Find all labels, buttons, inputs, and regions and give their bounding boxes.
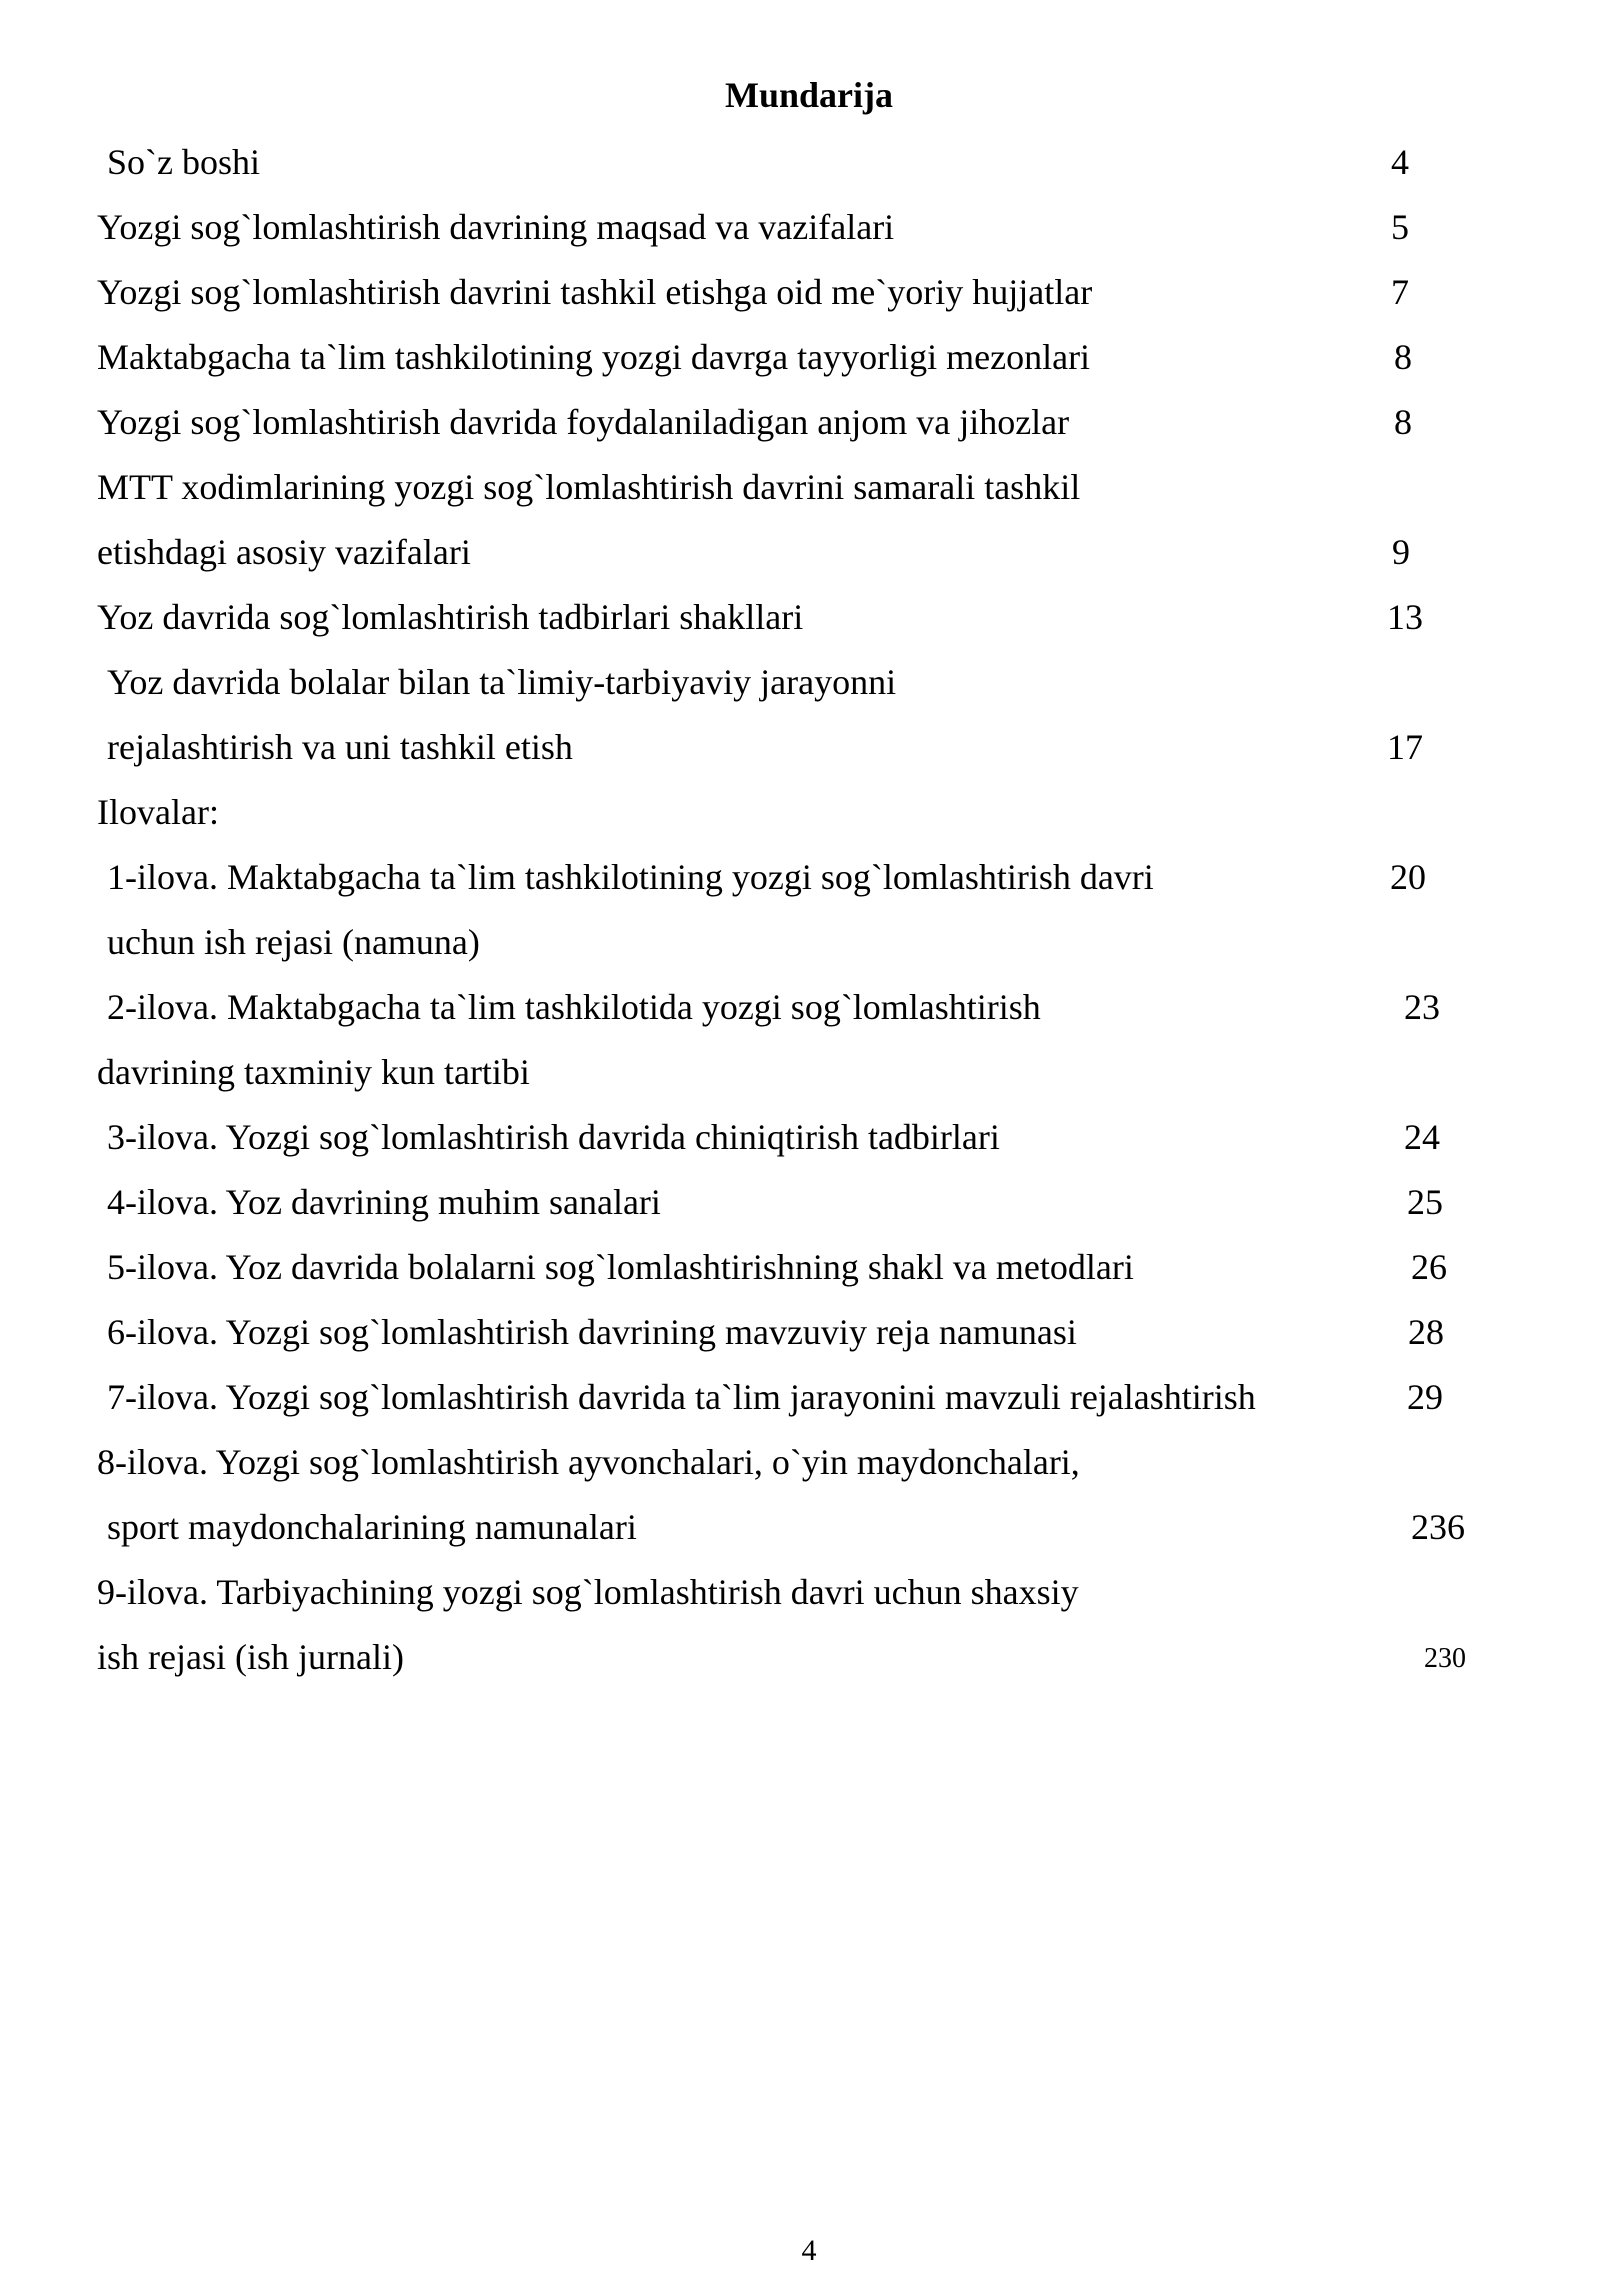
toc-section-label: Ilovalar: [97, 792, 219, 832]
toc-entry-page: 13 [1387, 597, 1423, 637]
toc-entry-text: 1-ilova. Maktabgacha ta`lim tashkilotining yozgi sog`lomlashtirish davri [107, 857, 1154, 897]
toc-entry-text: 5-ilova. Yoz davrida bolalarni sog`lomlashtirishning shakl va metodlari [107, 1247, 1134, 1287]
toc-entry-text: davrining taxminiy kun tartibi [97, 1052, 530, 1092]
toc-entry-page: 20 [1390, 857, 1426, 897]
toc-entry-page: 23 [1404, 987, 1440, 1027]
page-number: 4 [801, 2234, 817, 2267]
toc-entry-page: 8 [1394, 337, 1412, 377]
toc-entry-text: ish rejasi (ish jurnali) [97, 1637, 404, 1677]
toc-entry-text: Yoz davrida sog`lomlashtirish tadbirlari shakllari [97, 597, 804, 637]
toc-entry-text: 8-ilova. Yozgi sog`lomlashtirish ayvonchalari, o`yin maydonchalari, [97, 1442, 1080, 1482]
toc-entry-text: So`z boshi [107, 142, 260, 182]
toc-entry-text: sport maydonchalarining namunalari [107, 1507, 637, 1547]
toc-title: Mundarija [724, 75, 893, 115]
toc-entry-text: 2-ilova. Maktabgacha ta`lim tashkilotida yozgi sog`lomlashtirish [107, 987, 1041, 1027]
toc-entry-page: 4 [1391, 142, 1409, 182]
toc-entry-page: 8 [1394, 402, 1412, 442]
toc-entry-text: Yoz davrida bolalar bilan ta`limiy-tarbiyaviy jarayonni [107, 662, 897, 702]
toc-entry-text: 4-ilova. Yoz davrining muhim sanalari [107, 1182, 661, 1222]
toc-entry-text: 9-ilova. Tarbiyachining yozgi sog`lomlashtirish davri uchun shaxsiy [97, 1572, 1079, 1612]
toc-entry-text: rejalashtirish va uni tashkil etish [107, 727, 573, 767]
toc-entry-text: etishdagi asosiy vazifalari [97, 532, 471, 572]
toc-entry-text: 3-ilova. Yozgi sog`lomlashtirish davrida chiniqtirish tadbirlari [107, 1117, 1000, 1157]
toc-entry-page: 7 [1391, 272, 1409, 312]
toc-entry-page: 24 [1404, 1117, 1440, 1157]
toc-entry-text: Yozgi sog`lomlashtirish davrida foydalaniladigan anjom va jihozlar [97, 402, 1070, 442]
toc-entry-text: Yozgi sog`lomlashtirish davrini tashkil etishga oid me`yoriy hujjatlar [97, 272, 1093, 312]
toc-entry-text: 7-ilova. Yozgi sog`lomlashtirish davrida ta`lim jarayonini mavzuli rejalashtirish [107, 1377, 1256, 1417]
toc-entry-page: 26 [1411, 1247, 1447, 1287]
toc-entry-text: Maktabgacha ta`lim tashkilotining yozgi davrga tayyorligi mezonlari [97, 337, 1091, 377]
toc-entry-page: 25 [1407, 1182, 1443, 1222]
toc-entry-page: 28 [1408, 1312, 1444, 1352]
toc-entry-page: 9 [1392, 532, 1410, 572]
toc-entry-text: MTT xodimlarining yozgi sog`lomlashtirish davrini samarali tashkil [97, 467, 1081, 507]
toc-entry-text: Yozgi sog`lomlashtirish davrining maqsad va vazifalari [97, 207, 895, 247]
toc-entry-text: uchun ish rejasi (namuna) [107, 922, 480, 962]
toc-entry-page: 5 [1391, 207, 1409, 247]
toc-entry-page: 230 [1424, 1643, 1466, 1674]
toc-entry-page: 29 [1407, 1377, 1443, 1417]
toc-entry-text: 6-ilova. Yozgi sog`lomlashtirish davrining mavzuviy reja namunasi [107, 1312, 1077, 1352]
toc-entry-page: 236 [1411, 1507, 1465, 1547]
toc-entry-page: 17 [1387, 727, 1423, 767]
